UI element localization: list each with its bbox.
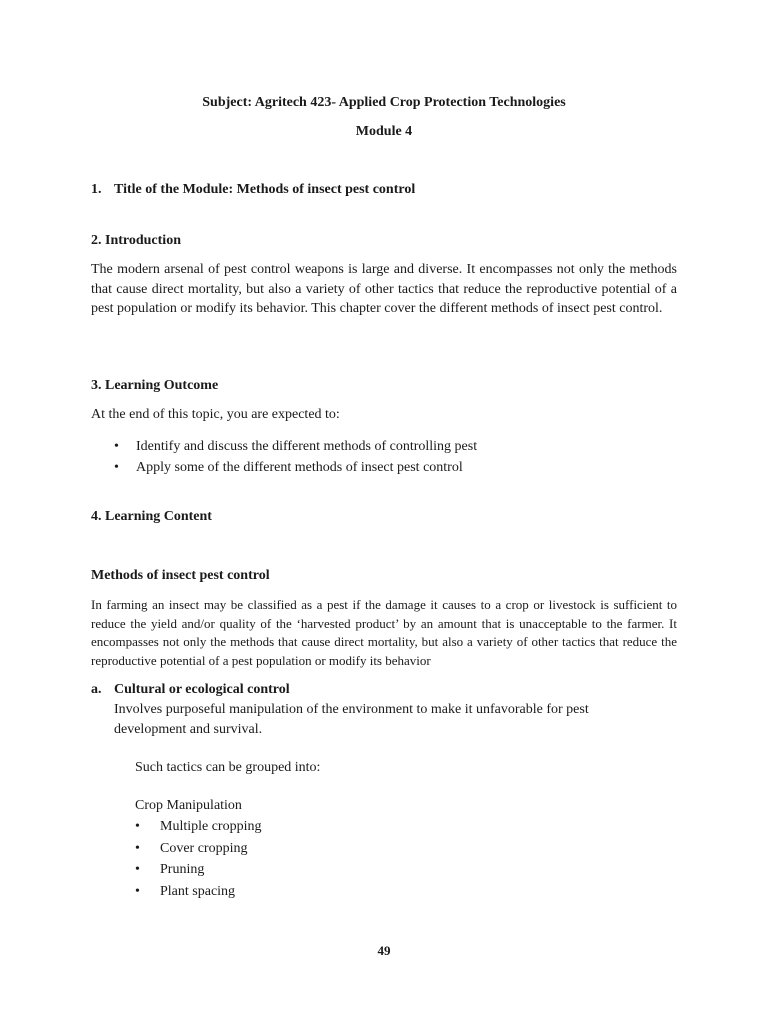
methods-paragraph: In farming an insect may be classified as a pest if the damage it causes to a crop or livestock is sufficient to reduce the yield and/or quality of the ‘harvested product’ by an amount that is unacceptable to the farmer. It encompasses not only the methods that cause direct mortality, but also a variety of other tactics that reduce the reproductive potential of a pest population or modify its behavior bbox=[91, 597, 677, 668]
page-number: 49 bbox=[377, 943, 391, 958]
crop-bullet-text: Plant spacing bbox=[160, 884, 236, 899]
section1-number: 1. bbox=[91, 182, 102, 197]
introduction-paragraph: The modern arsenal of pest control weapons is large and diverse. It encompasses not only the methods that cause direct mortality, but also a variety of other tactics that reduce the reproductive potential of a pest population or modify its behavior. This chapter cover the different methods of insect pest control. bbox=[91, 262, 677, 316]
crop-bullet-text: Multiple cropping bbox=[160, 819, 262, 834]
outcome-intro: At the end of this topic, you are expected to: bbox=[91, 407, 340, 422]
item-a-description: Involves purposeful manipulation of the environment to make it unfavorable for pest development and survival. bbox=[114, 702, 589, 737]
group-title: Crop Manipulation bbox=[135, 798, 242, 813]
outcome-bullet-text: Apply some of the different methods of insect pest control bbox=[136, 460, 463, 475]
outcome-bullet-text: Identify and discuss the different methods of controlling pest bbox=[136, 439, 478, 454]
grouped-intro: Such tactics can be grouped into: bbox=[135, 760, 321, 775]
bullet-icon: • bbox=[135, 884, 140, 899]
section4-heading: 4. Learning Content bbox=[91, 509, 212, 524]
section2-heading: 2. Introduction bbox=[91, 233, 181, 248]
bullet-icon: • bbox=[114, 460, 119, 475]
crop-bullet-text: Pruning bbox=[160, 862, 205, 877]
methods-subheading: Methods of insect pest control bbox=[91, 568, 270, 583]
bullet-icon: • bbox=[135, 841, 140, 856]
bullet-icon: • bbox=[135, 819, 140, 834]
section1-title: Title of the Module: Methods of insect pest control bbox=[114, 182, 416, 197]
item-a-label: a. bbox=[91, 682, 102, 697]
item-a-title: Cultural or ecological control bbox=[114, 682, 290, 697]
crop-bullet-text: Cover cropping bbox=[160, 841, 248, 856]
subject-title: Subject: Agritech 423- Applied Crop Protection Technologies bbox=[202, 95, 566, 110]
bullet-icon: • bbox=[114, 439, 119, 454]
section3-heading: 3. Learning Outcome bbox=[91, 378, 219, 393]
bullet-icon: • bbox=[135, 862, 140, 877]
module-title: Module 4 bbox=[355, 124, 413, 139]
